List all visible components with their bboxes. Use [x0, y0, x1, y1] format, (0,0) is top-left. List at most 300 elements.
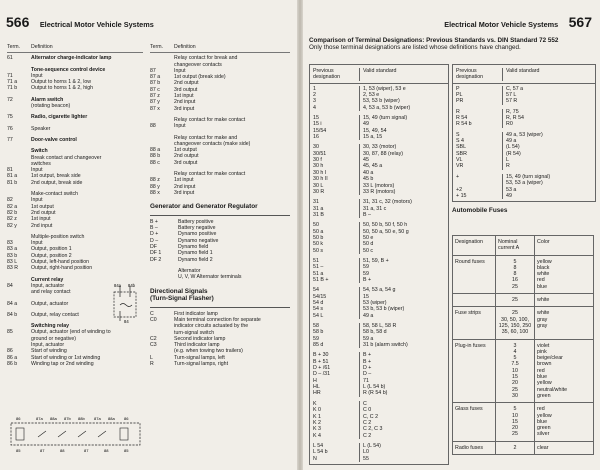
valid-standard: 55	[359, 456, 448, 462]
terminal-definition: Output to horns 1 & 2, low	[31, 79, 91, 86]
previous-designation: 15/54	[313, 127, 327, 134]
terminal-code: B +	[150, 218, 158, 225]
previous-designation: H	[313, 377, 317, 384]
terminal-code: 86 b	[7, 360, 18, 367]
fuse-group	[453, 339, 594, 403]
terminal-definition: Output, actuator (end of winding to	[31, 329, 111, 336]
nominal-current: 20	[512, 425, 518, 432]
valid-standard: C, C 2	[359, 414, 448, 420]
terminal-definition: Relay contact for make contact	[174, 171, 246, 178]
nominal-current: 25	[512, 386, 518, 393]
table-row	[310, 111, 448, 121]
previous-designation: 15 i	[313, 121, 322, 128]
fuse-color: gray	[537, 316, 548, 323]
fuse-color: neutral/white	[537, 386, 568, 393]
terminal-definition: Winding tap or 2nd winding	[31, 360, 94, 367]
fuse-color: pink	[537, 348, 547, 355]
terminal-definition: and relay contact	[31, 289, 71, 296]
table-row	[310, 319, 448, 329]
valid-standard: L0	[359, 449, 448, 455]
terminal-definition: ground or negative)	[31, 335, 76, 342]
terminal-code: C	[150, 310, 154, 317]
valid-standard: 58 b, 58 d	[359, 329, 448, 335]
valid-standard: 45	[359, 157, 448, 163]
previous-designation: 30 h	[313, 163, 324, 170]
previous-designation: N	[313, 455, 317, 462]
previous-designation: 58	[313, 323, 319, 330]
terminal-definition: Input	[31, 197, 43, 204]
fuse-color: yellow	[537, 258, 552, 265]
terminal-row	[7, 265, 143, 271]
terminal-definition: Input, actuator	[31, 341, 65, 348]
terminal-definition: (rotating beacon)	[31, 103, 71, 110]
switching-relay-diagram	[8, 415, 143, 455]
terminal-row	[7, 361, 143, 367]
previous-designation: PR	[456, 98, 464, 105]
terminal-definition: 3rd output	[174, 86, 198, 93]
valid-standard: 15, 49, 54	[359, 128, 448, 134]
terminal-code: 84	[7, 282, 13, 289]
terminal-definition: Input	[31, 240, 43, 247]
terminal-code: 77	[7, 136, 13, 143]
terminal-definition: Dynamo field 1	[178, 250, 213, 257]
terminal-code: C3	[150, 342, 157, 349]
terminal-code: 88 b	[150, 153, 161, 160]
table-row	[453, 84, 595, 92]
valid-standard: 45 b	[359, 176, 448, 182]
valid-standard: C 0	[359, 407, 448, 413]
valid-standard: 53, 53 a (wiper)	[502, 180, 595, 186]
terminal-code: 88	[150, 123, 156, 130]
terminal-code: 87 x	[150, 105, 160, 112]
terminal-row	[150, 190, 290, 196]
valid-standard: C	[359, 401, 448, 407]
nominal-current: 2	[513, 444, 517, 451]
fuse-colors	[535, 255, 594, 293]
previous-designation: P	[456, 85, 460, 92]
previous-designation: K 3	[313, 426, 321, 433]
previous-designation: 85 d	[313, 342, 324, 349]
comparison-table-2	[452, 64, 596, 202]
nominal-current: 8	[513, 264, 517, 271]
terminal-definition: 1st output	[31, 203, 54, 210]
previous-designation: K 4	[313, 432, 321, 439]
table-row	[453, 128, 595, 138]
previous-designation: S	[456, 131, 460, 138]
fuse-color: clear	[537, 444, 549, 451]
table-row	[310, 313, 448, 319]
valid-standard: 59	[359, 264, 448, 270]
previous-designation: 31 a	[313, 205, 324, 212]
terminal-definition: Main terminal connection for separate	[174, 316, 261, 323]
valid-standard: C 2	[359, 433, 448, 439]
fuse-group	[453, 294, 594, 307]
previous-designation: 50	[313, 222, 319, 229]
nominal-current: 4	[513, 348, 517, 355]
fuse-currents	[496, 403, 535, 441]
previous-designation: D + /61	[313, 365, 331, 372]
table-row	[310, 134, 448, 140]
valid-standard: 15, 49 (turn signal)	[359, 115, 448, 121]
directional-section-title: Directional Signals	[150, 287, 208, 295]
terminal-definition: Turn-signal lamps, right	[174, 361, 229, 368]
terminal-definition: Output, actuator	[31, 300, 69, 307]
valid-standard: L (L 54)	[359, 443, 448, 449]
table-row	[310, 140, 448, 150]
fuse-designation: Plug-in fuses	[453, 339, 496, 403]
relay-terminal-label: 84b	[128, 283, 135, 288]
terminal-code: 81	[7, 167, 13, 174]
previous-designation: 50 a	[313, 228, 324, 235]
previous-designation: 15	[313, 115, 319, 122]
terminal-code: 76	[7, 125, 13, 132]
terminal-definition: (e.g. when towing two trailers)	[174, 348, 243, 355]
fuse-color: blue	[537, 283, 548, 290]
column-header	[150, 44, 290, 50]
terminal-code: C2	[150, 335, 157, 342]
table-row	[453, 121, 595, 127]
table-row	[310, 397, 448, 407]
terminal-definition: changeover contacts	[174, 61, 222, 68]
previous-designation: SBR	[456, 150, 467, 157]
fuse-designation: Fuse strips	[453, 307, 496, 339]
previous-designation: 51 a	[313, 270, 324, 277]
terminal-definition: First indicator lamp	[174, 310, 218, 317]
terminal-code: 83 a	[7, 246, 18, 253]
terminal-definition: turn-signal switch	[174, 329, 215, 336]
nominal-current: 30, 50, 100, 125, 150, 250	[498, 316, 532, 329]
page-number: 567	[568, 14, 592, 30]
terminal-definition: Start of winding	[31, 348, 67, 355]
terminal-code: 82 b	[7, 209, 18, 216]
valid-standard: 49	[502, 193, 595, 199]
valid-standard: 59	[359, 271, 448, 277]
terminal-definition: 2nd output	[174, 153, 199, 160]
nominal-current-header: Nominal current A	[496, 236, 535, 256]
previous-designation: 16	[313, 134, 319, 141]
valid-standard: 53 (wiper)	[359, 300, 448, 306]
previous-designation: 51 –	[313, 264, 324, 271]
previous-designation: VR	[456, 163, 464, 170]
valid-standard: B +	[359, 352, 448, 358]
terminal-definition: 2nd input	[31, 222, 53, 229]
fuse-color: blue	[537, 374, 548, 381]
nominal-current: 10	[512, 412, 518, 419]
terminal-definition: Output, relay contact	[31, 311, 79, 318]
fuse-colors	[535, 339, 594, 403]
right-page	[302, 0, 600, 470]
fuse-color: red	[537, 406, 545, 413]
terminal-row	[7, 223, 143, 229]
running-title: Electrical Motor Vehicle Systems	[39, 20, 154, 29]
valid-standard: 31 a, 31 c	[359, 206, 448, 212]
terminal-code: 88 y	[150, 183, 160, 190]
terminal-definition: 1st input	[31, 216, 51, 223]
terminal-definition: Alarm switch	[31, 96, 64, 103]
previous-designation-header: Previous designation	[313, 68, 341, 81]
previous-designation: +2	[456, 186, 463, 193]
valid-standard: 54, 53 a, 54 g	[359, 287, 448, 293]
terminal-code: 81 b	[7, 179, 18, 186]
previous-designation: 50 s	[313, 247, 324, 254]
table-row	[453, 193, 595, 201]
valid-standard: 2, 53 e	[359, 92, 448, 98]
table-row	[310, 212, 448, 218]
terminal-definition: Door-valve control	[31, 136, 77, 143]
terminal-code: 82 y	[7, 222, 17, 229]
fuse-currents	[496, 339, 535, 403]
fuse-color: white	[537, 297, 550, 304]
terminal-code: 88 c	[150, 159, 160, 166]
terminal-row	[150, 106, 290, 112]
nominal-current: 7.5	[511, 361, 519, 368]
valid-standard: L (L 54 b)	[359, 384, 448, 390]
right-page-header	[438, 14, 592, 32]
valid-standard: C 2	[359, 420, 448, 426]
previous-designation: 1	[313, 85, 316, 92]
terminal-definition: Input, actuator	[31, 282, 65, 289]
previous-designation: 31 B	[313, 211, 324, 218]
terminal-row	[7, 103, 143, 109]
previous-designation: K 2	[313, 419, 321, 426]
terminal-definition: 2nd output	[174, 80, 199, 87]
previous-designation: SBL	[456, 144, 467, 151]
previous-designation: 30 f	[313, 157, 322, 164]
fuse-colors	[535, 441, 594, 454]
valid-standard: D +	[359, 365, 448, 371]
terminal-code: 87 z	[150, 93, 160, 100]
terminal-definition: 1st output	[174, 147, 197, 154]
previous-designation: 54 s	[313, 306, 324, 313]
valid-standard: 33 L (motors)	[359, 183, 448, 189]
terminal-definition: Break contact and changeover	[31, 154, 102, 161]
terminal-definition: Switching relay	[31, 323, 70, 330]
table-row	[310, 195, 448, 205]
fuse-currents	[496, 441, 535, 454]
previous-designation: 59	[313, 335, 319, 342]
previous-designation: 30 h II	[313, 176, 328, 183]
terminal-definition: Second indicator lamp	[174, 335, 226, 342]
terminal-code: B –	[150, 225, 158, 232]
terminal-definition: Output, left-hand position	[31, 259, 89, 266]
switch-terminal-label: 87a	[36, 416, 43, 421]
valid-standard: R (R 54 b)	[359, 390, 448, 396]
previous-designation-header: Previous designation	[456, 68, 484, 81]
page-number: 566	[6, 14, 30, 30]
previous-designation: 3	[313, 98, 316, 105]
valid-standard: 50 e	[359, 235, 448, 241]
previous-designation: B + 30	[313, 352, 329, 359]
valid-standard: B +	[359, 277, 448, 283]
fuse-color: green	[537, 425, 551, 432]
previous-designation: 4	[313, 104, 316, 111]
terminal-definition: Switch	[31, 148, 48, 155]
nominal-current: 8	[513, 271, 517, 278]
valid-standard: 33 R (motors)	[359, 189, 448, 195]
valid-standard: 45, 45 a	[359, 163, 448, 169]
valid-standard: 31 b (alarm switch)	[359, 342, 448, 348]
previous-designation: L 54	[313, 442, 324, 449]
previous-designation: K 0	[313, 407, 321, 414]
valid-standard: 31, 31 c, 32 (motors)	[359, 199, 448, 205]
terminal-definition: Battery positive	[178, 218, 214, 225]
term-header: Term.	[150, 44, 163, 50]
terminal-code: D –	[150, 237, 159, 244]
table-row	[310, 348, 448, 358]
table-row	[310, 218, 448, 228]
fuse-color: gray	[537, 322, 548, 329]
switch-terminal-label: 87a	[94, 416, 101, 421]
terminal-code: 71	[7, 72, 13, 79]
terminal-code: 84 b	[7, 311, 18, 318]
terminal-definition: 2nd output, break side	[31, 179, 83, 186]
previous-designation: VL	[456, 157, 463, 164]
previous-designation: PL	[456, 92, 463, 99]
terminal-definition: Alternator	[178, 267, 201, 274]
table-row	[310, 277, 448, 283]
valid-standard: 57 L	[502, 92, 595, 98]
table-row	[310, 254, 448, 264]
valid-standard-header: Valid standard	[359, 68, 448, 81]
valid-standard: 53 b, 53 b (wiper)	[359, 306, 448, 312]
previous-designation: +	[456, 173, 460, 180]
terminal-code: 82 a	[7, 203, 18, 210]
terminal-definition: Turn-signal lamps, left	[174, 354, 225, 361]
designation-header: Designation	[453, 236, 496, 256]
previous-designation: 30	[313, 144, 319, 151]
fuse-designation: Radio fuses	[453, 441, 496, 454]
fuse-group	[453, 441, 594, 454]
table-row	[310, 390, 448, 396]
valid-standard-header: Valid standard	[502, 68, 595, 81]
fuses-table	[452, 235, 594, 455]
valid-standard: B +	[359, 359, 448, 365]
table-row	[310, 189, 448, 195]
terminal-code: 87	[150, 67, 156, 74]
terminal-code: 88 z	[150, 177, 160, 184]
nominal-current: 25	[512, 297, 518, 304]
valid-standard: 51, 59, B +	[359, 258, 448, 264]
relay-terminal-label: 84a	[114, 283, 121, 288]
switch-terminal-label: 86	[124, 416, 129, 421]
switch-terminal-label: 88	[104, 448, 109, 453]
terminal-row	[7, 126, 143, 132]
terminal-definition: 3rd input	[174, 189, 195, 196]
switch-terminal-label: 86	[16, 416, 21, 421]
terminal-code: 84 a	[7, 300, 18, 307]
fuse-color: yellow	[537, 380, 552, 387]
table-row	[310, 283, 448, 293]
terminal-row	[7, 137, 143, 143]
terminal-definition: Start of winding or 1st winding	[31, 354, 101, 361]
valid-standard: 15	[359, 294, 448, 300]
terminal-code: 72	[7, 96, 13, 103]
terminal-row	[7, 114, 143, 120]
switch-terminal-label: 88a	[50, 416, 57, 421]
terminal-definition: Battery negative	[178, 225, 216, 232]
terminal-code: L	[150, 354, 153, 361]
nominal-current: 25	[512, 283, 518, 290]
definition-header: Definition	[31, 44, 53, 50]
terminal-code	[7, 103, 31, 109]
previous-designation: K 1	[313, 413, 321, 420]
previous-designation: 54 L	[313, 312, 324, 319]
terminal-code: R	[150, 361, 154, 368]
valid-standard: 50 c	[359, 248, 448, 254]
comparison-table-1	[309, 64, 449, 465]
terminal-definition: switches	[31, 160, 51, 167]
terminal-code	[7, 289, 31, 295]
terminal-code: 88 a	[150, 147, 161, 154]
table-row	[310, 439, 448, 449]
left-page-header	[6, 14, 160, 32]
previous-designation: R 54	[456, 115, 468, 122]
valid-standard: 49 a	[359, 313, 448, 319]
previous-designation: 31	[313, 199, 319, 206]
definition-header: Definition	[174, 44, 196, 50]
valid-standard: 1, 53 (wiper), 53 e	[359, 86, 448, 92]
fuse-group	[453, 403, 594, 441]
nominal-current: 30	[512, 392, 518, 399]
table-header	[310, 65, 448, 84]
valid-standard: 50 d	[359, 241, 448, 247]
terminal-definition: 1st output, break side	[31, 173, 81, 180]
previous-designation: R 54 b	[456, 121, 472, 128]
valid-standard: 49	[359, 121, 448, 127]
terminal-code	[150, 274, 178, 280]
relay-terminal-label: 84	[124, 319, 129, 324]
terminal-row	[7, 85, 143, 91]
previous-designation: L 54 b	[313, 449, 328, 456]
terminal-code: 83 L	[7, 259, 18, 266]
terminal-definition: 1st output (break side)	[174, 74, 226, 81]
previous-designation: 50 k	[313, 241, 324, 248]
terminal-definition: Output, position 1	[31, 246, 72, 253]
fuse-color: beige/clear	[537, 355, 563, 362]
terminal-code: DF	[150, 244, 157, 251]
table-row	[453, 98, 595, 104]
terminal-code: 86 a	[7, 354, 18, 361]
terminal-definition: Relay contact for make and	[174, 134, 238, 141]
terminal-row	[150, 160, 290, 166]
valid-standard: 15 a, 15	[359, 134, 448, 140]
switch-terminal-label: 88a	[108, 416, 115, 421]
valid-standard: 53, 53 b (wiper)	[359, 98, 448, 104]
fuse-currents	[496, 307, 535, 339]
terminal-definition: 2nd input	[174, 99, 196, 106]
terminal-definition: Input	[174, 67, 186, 74]
valid-standard: R, R 54	[502, 115, 595, 121]
column-header	[7, 44, 143, 50]
valid-standard: L	[502, 157, 595, 163]
terminal-definition: Radio, cigarette lighter	[31, 114, 88, 121]
nominal-current: 25	[512, 431, 518, 438]
terminal-definition: Make-contact switch	[31, 191, 78, 198]
previous-designation: 30/51	[313, 150, 327, 157]
table-row	[310, 105, 448, 111]
valid-standard: 50, 50 a, 50 e, 50 g	[359, 229, 448, 235]
terminal-code: 83	[7, 240, 13, 247]
nominal-current: 5	[513, 355, 517, 362]
left-page	[0, 0, 298, 470]
table-row	[310, 433, 448, 439]
previous-designation: 54/15	[313, 293, 327, 300]
terminal-code: 85	[7, 329, 13, 336]
comparison-subtitle: Only those terminal designations are listed whose definitions have changed.	[309, 44, 521, 52]
fuse-colors	[535, 403, 594, 441]
valid-standard: 30, 87, 88 (relay)	[359, 151, 448, 157]
previous-designation: K	[313, 400, 317, 407]
